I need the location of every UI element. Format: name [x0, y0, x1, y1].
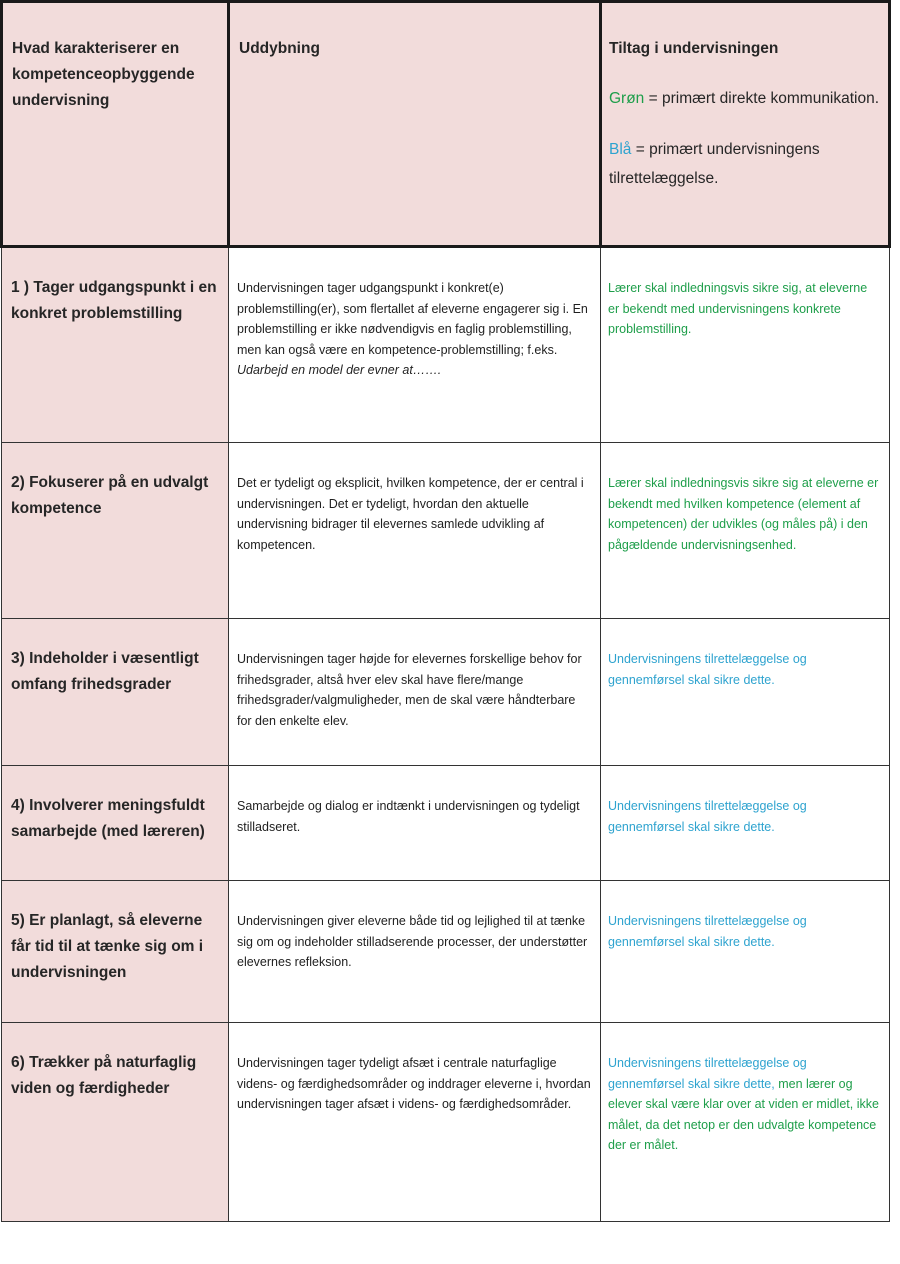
legend-blue-word: Blå	[609, 141, 632, 158]
criterion-label: 3) Indeholder i væsentligt omfang frihedsgrader	[11, 650, 199, 693]
legend-blue-text: = primært undervisningens tilrettelæggelse.	[609, 141, 820, 187]
table-row	[2, 766, 890, 881]
action-text: Undervisningens tilrettelæggelse og gennemførsel skal sikre dette.	[608, 799, 807, 834]
header-description-label: Uddybning	[239, 40, 320, 57]
legend-green-word: Grøn	[609, 90, 645, 107]
table-row	[2, 881, 890, 1023]
legend-blue	[609, 135, 880, 193]
criterion-label: 2) Fokuserer på en udvalgt kompetence	[11, 474, 209, 517]
header-cell-description	[229, 2, 601, 247]
action-text-green: men lærer og elever skal være klar over at viden er midlet, ikke målet, da det netop er den udvalgte kompetence der er målet.	[608, 1076, 879, 1152]
header-actions-label: Tiltag i undervisningen	[609, 40, 779, 57]
action-text	[601, 1023, 889, 1156]
action-text: Undervisningens tilrettelæggelse og gennemførsel skal sikre dette.	[608, 914, 807, 949]
description-text: Undervisningen tager tydeligt afsæt i centrale naturfaglige videns- og færdighedsområder og inddrager eleverne i, hvordan undervisningen tager afsæt i videns- og færdighedsområder.	[237, 1056, 591, 1111]
description-text: Undervisningen tager udgangspunkt i konkret(e) problemstilling(er), som flertallet af eleverne engagerer sig i. En problemstilling er ikke nødvendigvis en faglig problemstilling, men kan også være en kompetence-problemstilling; f.eks. Udarbejd en model der evner at…….	[237, 281, 588, 377]
action-text: Lærer skal indledningsvis sikre sig at eleverne er bekendt med hvilken kompetence (element af kompetencen) der udvikles (og måles på) i den pågældende undervisningsenhed.	[608, 476, 879, 552]
header-cell-criterion	[2, 2, 229, 247]
action-text: Lærer skal indledningsvis sikre sig, at eleverne er bekendt med undervisningens konkrete problemstilling.	[608, 281, 868, 336]
description-text: Det er tydeligt og eksplicit, hvilken kompetence, der er central i undervisningen. Det er tydeligt, hvordan den aktuelle undervisning bidrager til elevernes samlede udvikling af kompetencen.	[237, 476, 584, 552]
description-text: Samarbejde og dialog er indtænkt i undervisningen og tydeligt stilladseret.	[237, 799, 580, 834]
criterion-label: 5) Er planlagt, så eleverne får tid til at tænke sig om i undervisningen	[11, 912, 204, 981]
action-text-blue: Undervisningens tilrettelæggelse og gennemførsel skal sikre dette,	[608, 1056, 807, 1091]
action-text: Undervisningens tilrettelæggelse og gennemførsel skal sikre dette.	[608, 652, 807, 687]
legend-green-text: = primært direkte kommunikation.	[644, 90, 880, 107]
table-row	[2, 619, 890, 766]
description-text: Undervisningen giver eleverne både tid og lejlighed til at tænke sig om og indeholder stilladserende processer, der understøtter elevernes refleksion.	[237, 914, 588, 969]
header-cell-actions	[601, 2, 890, 247]
table-header-row	[2, 2, 890, 247]
criterion-label: 6) Trækker på naturfaglig viden og færdigheder	[11, 1054, 197, 1097]
header-criterion-label: Hvad karakteriserer en kompetenceopbyggende undervisning	[12, 40, 195, 109]
table-row	[2, 247, 890, 443]
criterion-label: 1 ) Tager udgangspunkt i en konkret problemstilling	[11, 279, 217, 322]
table-row	[2, 443, 890, 619]
table-row	[2, 1023, 890, 1222]
description-italic: Udarbejd en model der evner at…….	[237, 363, 442, 377]
criterion-label: 4) Involverer meningsfuldt samarbejde (med læreren)	[11, 797, 205, 840]
legend-green	[609, 84, 880, 113]
description-text: Undervisningen tager højde for elevernes forskellige behov for frihedsgrader, altså hver elev skal have flere/mange frihedsgrader/valgmuligheder, men de skal være håndterbare for den enkelte elev.	[237, 652, 582, 728]
